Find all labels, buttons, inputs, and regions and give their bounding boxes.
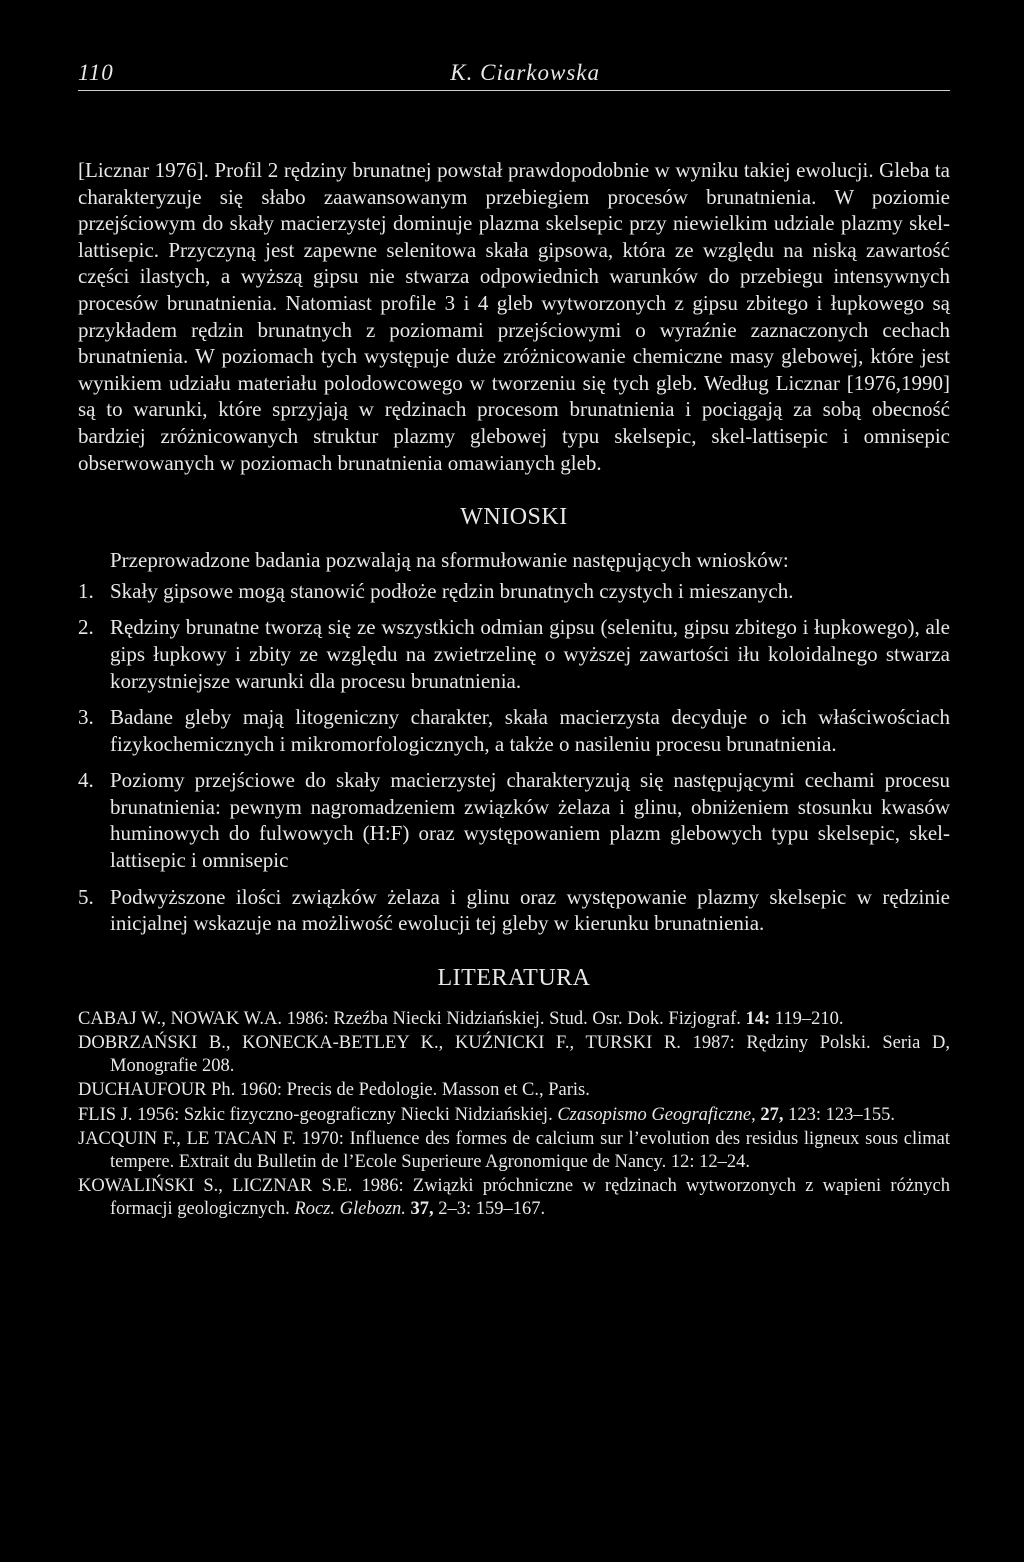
- conclusions-intro: Przeprowadzone badania pozwalają na sformułowanie następujących wniosków:: [110, 548, 789, 573]
- running-author: K. Ciarkowska: [450, 60, 600, 85]
- reference-journal: Rocz. Glebozn.: [294, 1198, 406, 1219]
- conclusion-number: 5.: [78, 884, 94, 909]
- conclusions-heading: WNIOSKI: [460, 504, 568, 531]
- reference-text: KOWALIŃSKI S., LICZNAR S.E. 1986: Związki próchniczne w rędzinach wytworzonych z wapieni różnych formacji geologicznych.: [78, 1176, 950, 1219]
- reference-entry: [78, 1128, 950, 1173]
- conclusion-number: 1.: [78, 578, 94, 603]
- conclusion-text: Skały gipsowe mogą stanowić podłoże rędzin brunatnych czystych i mieszanych.: [110, 578, 794, 603]
- conclusion-number: 2.: [78, 615, 94, 640]
- reference-list: [78, 1008, 950, 1221]
- reference-text: DOBRZAŃSKI B., KONECKA-BETLEY K., KUŹNICKI F., TURSKI R. 1987: Rędziny Polski. Seria D, Monografie 208.: [78, 1033, 950, 1076]
- reference-pages: 119–210.: [770, 1008, 844, 1029]
- page-number: 110: [78, 60, 114, 85]
- reference-pages: 123: 123–155.: [783, 1104, 895, 1125]
- conclusion-item: [78, 767, 950, 873]
- conclusion-item: [78, 614, 950, 694]
- reference-text: FLIS J. 1956: Szkic fizyczno-geograficzny Niecki Nidziańskiej.: [78, 1104, 558, 1125]
- reference-text: DUCHAUFOUR Ph. 1960: Precis de Pedologie. Masson et C., Paris.: [78, 1080, 590, 1101]
- literature-heading: LITERATURA: [437, 964, 591, 991]
- conclusion-text: Podwyższone ilości związków żelaza i glinu oraz występowanie plazmy skelsepic w rędzinie inicjalnej wskazuje na możliwość ewolucji tej gleby w kierunku brunatnienia.: [110, 884, 950, 936]
- conclusion-number: 4.: [78, 768, 94, 793]
- conclusion-item: [78, 704, 950, 757]
- conclusion-item: [78, 578, 950, 605]
- conclusion-number: 3.: [78, 705, 94, 730]
- reference-text: JACQUIN F., LE TACAN F. 1970: Influence des formes de calcium sur l’evolution des residus ligneux sous climat tempere. Extrait du Bulletin de l’Ecole Superieure Agronomique de Nancy. 12: 12–24.: [78, 1129, 950, 1172]
- reference-entry: [78, 1079, 950, 1102]
- reference-volume: 14:: [745, 1008, 771, 1029]
- conclusion-text: Badane gleby mają litogeniczny charakter, skała macierzysta decyduje o ich właściwościach fizykochemicznych i mikromorfologicznych, a także o nasileniu procesu brunatnienia.: [110, 705, 950, 756]
- conclusion-item: [78, 884, 950, 937]
- reference-text: CABAJ W., NOWAK W.A. 1986: Rzeźba Niecki Nidziańskiej. Stud. Osr. Dok. Fizjograf.: [78, 1008, 746, 1029]
- running-header: [78, 60, 950, 91]
- reference-entry: [78, 1008, 950, 1031]
- reference-entry: [78, 1104, 950, 1127]
- conclusions-list: [78, 578, 950, 937]
- reference-pages: 2–3: 159–167.: [433, 1198, 546, 1219]
- reference-journal: Czasopismo Geograficzne: [557, 1104, 752, 1125]
- reference-entry: [78, 1175, 950, 1220]
- conclusion-text: Rędziny brunatne tworzą się ze wszystkich odmian gipsu (selenitu, gipsu zbitego i łupkowego), ale gips łupkowy i zbity ze względu na zwietrzelinę o wyższej zawartości iłu koloidalnego stwarza korzystniejsze warunki dla procesu brunatnienia.: [110, 615, 950, 693]
- reference-separator: ,: [751, 1104, 761, 1125]
- reference-volume: 27,: [760, 1104, 784, 1125]
- conclusion-text: Poziomy przejściowe do skały macierzystej charakteryzują się następującymi cechami procesu brunatnienia: pewnym nagromadzeniem związków żelaza i glinu, obniżeniem stosunku kwasów huminowych do fulwowych (H:F) oraz występowaniem plazm glebowych typu skelsepic, skel-lattisepic i omnisepic: [110, 768, 950, 873]
- reference-volume: 37,: [410, 1198, 434, 1219]
- page: [78, 60, 950, 1222]
- reference-entry: [78, 1032, 950, 1077]
- body-paragraph: [Licznar 1976]. Profil 2 rędziny brunatnej powstał prawdopodobnie w wyniku takiej ewolucji. Gleba ta charakteryzuje się słabo zaawansowanym przebiegiem procesów brunatnienia. W poziomie przejściowym do skały macierzystej dominuje plazma skelsepic przy niewielkim udziale plazmy skel-lattisepic. Przyczyną jest zapewne selenitowa skała gipsowa, która ze względu na niską zawartość części ilastych, a wyższą gipsu nie stwarza odpowiednich warunków do przebiegu intensywnych procesów brunatnienia. Natomiast profile 3 i 4 gleb wytworzonych z gipsu zbitego i łupkowego są przykładem rędzin brunatnych z poziomami przejściowymi o wyraźnie zaznaczonych cechach brunatnienia. W poziomach tych występuje duże zróżnicowanie chemiczne masy glebowej, które jest wynikiem udziału materiału polodowcowego w tworzeniu się tych gleb. Według Licznar [1976,1990] są to warunki, które sprzyjają w rędzinach procesom brunatnienia i pociągają za sobą obecność bardziej zróżnicowanych struktur plazmy glebowej typu skelsepic, skel-lattisepic i omnisepic obserwowanych w poziomach brunatnienia omawianych gleb.: [78, 158, 950, 475]
